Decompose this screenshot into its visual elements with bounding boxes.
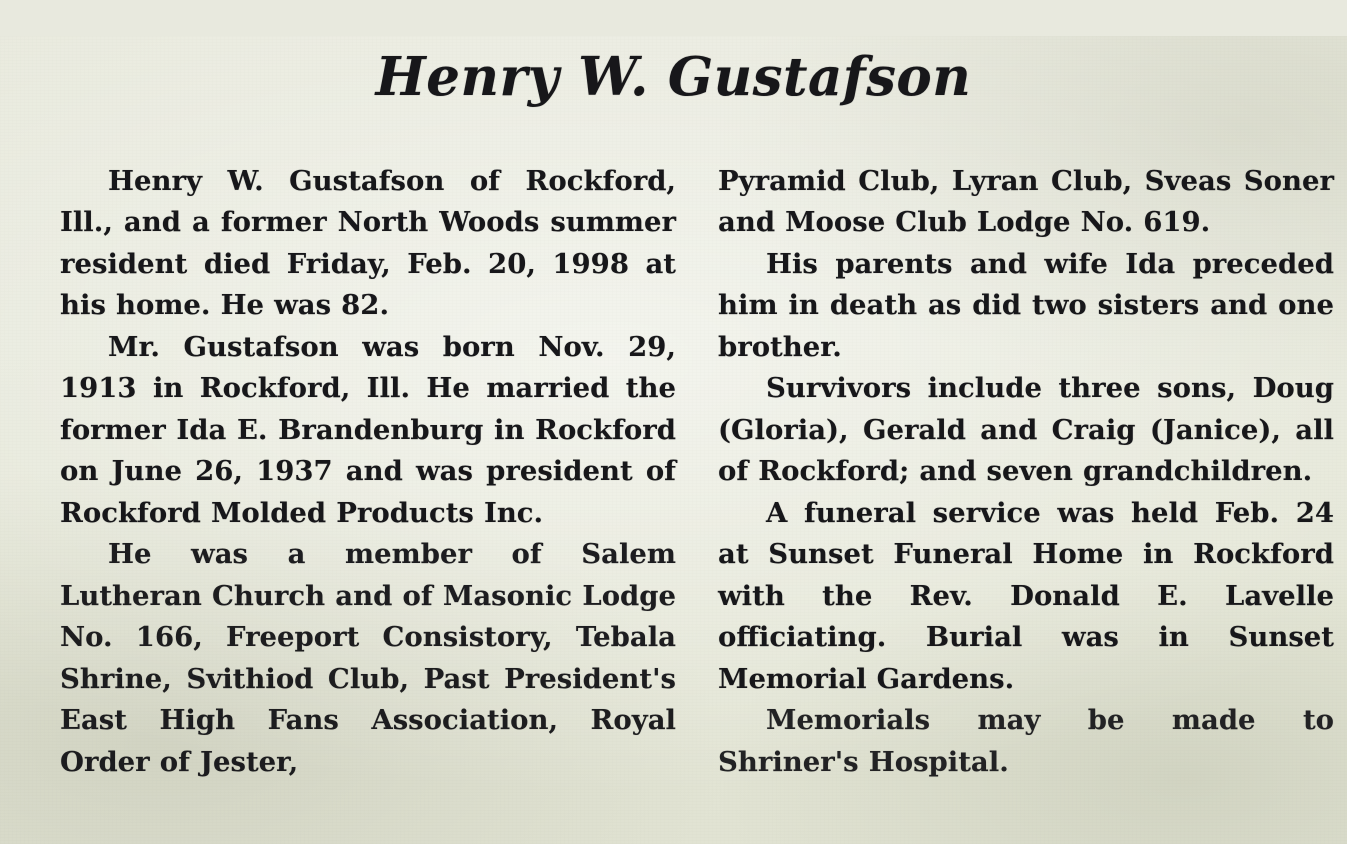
paragraph: Pyramid Club, Lyran Club, Sveas Soner and Moose Club Lodge No. 619. [718, 164, 1334, 239]
paragraph: A funeral service was held Feb. 24 at Sunset Funeral Home in Rockford with the Rev. Donald E. Lavelle officiating. Burial was in Sunset Memorial Gardens. [718, 496, 1334, 695]
page-title: Henry W. Gustafson [375, 45, 972, 108]
paragraph: Survivors include three sons, Doug (Gloria), Gerald and Craig (Janice), all of Rockford; and seven grandchildren. [718, 372, 1334, 488]
paragraph: Mr. Gustafson was born Nov. 29, 1913 in Rockford, Ill. He married the former Ida E. Brandenburg in Rockford on June 26, 1937 and was president of Rockford Molded Products Inc. [60, 330, 676, 529]
column-right [718, 161, 1334, 784]
paragraph: Memorials may be made to Shriner's Hospital. [718, 704, 1334, 778]
newspaper-clipping [0, 36, 1347, 844]
column-left [60, 161, 676, 784]
paragraph: He was a member of Salem Lutheran Church and of Masonic Lodge No. 166, Freeport Consistory, Tebala Shrine, Svithiod Club, Past President's East High Fans Association, Royal Order of Jester, [60, 538, 676, 778]
paragraph: Henry W. Gustafson of Rockford, Ill., and a former North Woods summer resident died Friday, Feb. 20, 1998 at his home. He was 82. [60, 164, 676, 322]
paragraph: His parents and wife Ida preceded him in death as did two sisters and one brother. [718, 247, 1334, 363]
article-body [0, 141, 1347, 784]
